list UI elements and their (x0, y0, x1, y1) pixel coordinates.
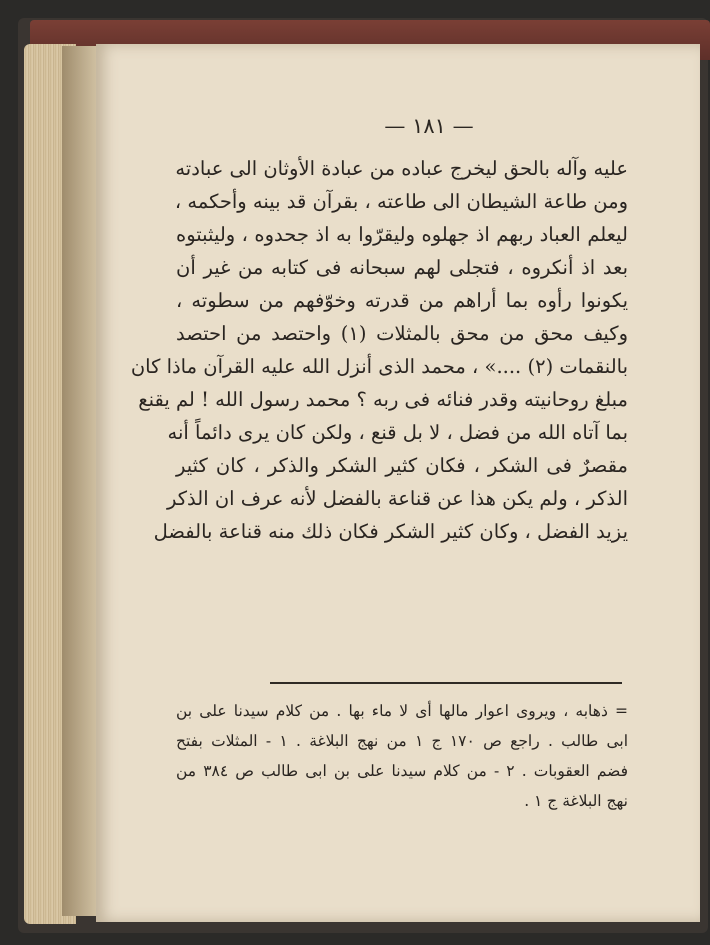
footnote-line: ابى طالب . راجع ص ١٧٠ ج ١ من نهج البلاغة . ١ - المثلات بفتح (176, 732, 628, 750)
page-number: — ١٨١ — (384, 114, 474, 138)
text-line: وكيف محق من محق بالمثلات (١) واحتصد من احتصد (176, 322, 628, 345)
text-line: ليعلم العباد ربهم اذ جهلوه وليقرّوا به اذ جحدوه ، وليثبتوه (176, 223, 628, 246)
body-text (130, 152, 628, 548)
text-line: ومن طاعة الشيطان الى طاعته ، بقرآن قد بينه وأحكمه ، (174, 190, 628, 213)
text-line: الذكر ، ولم يكن هذا عن قناعة بالفضل لأنه عرف ان الذكر (167, 487, 628, 510)
text-line: يكونوا رأوه بما أراهم من قدرته وخوّفهم من سطوته ، (176, 289, 628, 312)
text-line: عليه وآله بالحق ليخرج عباده من عبادة الأوثان الى عبادته (175, 157, 628, 180)
footnote-line: نهج البلاغة ج ١ . (524, 792, 628, 810)
text-line: مقصرٌ فى الشكر ، فكان كثير الشكر والذكر ، كان كثير (176, 454, 628, 477)
text-line: بعد اذ أنكروه ، فتجلى لهم سبحانه فى كتابه من غير أن (176, 256, 628, 279)
footnote-line: = ذهابه ، ويروى اعوار مالها أى لا ماء بها . من كلام سيدنا على بن (176, 702, 628, 720)
text-line: بما آتاه الله من فضل ، لا بل قنع ، ولكن كان يرى دائماً أنه (167, 421, 628, 444)
footnotes (176, 696, 628, 816)
text-line: يزيد الفضل ، وكان كثير الشكر فكان ذلك منه قناعة بالفضل (153, 520, 628, 543)
book-page (96, 44, 700, 922)
footnote-line: فضم العقوبات . ٢ - من كلام سيدنا على بن ابى طالب ص ٣٨٤ من (176, 762, 628, 780)
text-line: مبلغ روحانيته وقدر فنائه فى ربه ؟ محمد رسول الله ! لم يقنع (138, 388, 628, 411)
footnote-divider (270, 682, 622, 684)
text-line: بالنقمات (٢) ....» ، محمد الذى أنزل الله عليه القرآن ماذا كان (130, 355, 628, 378)
